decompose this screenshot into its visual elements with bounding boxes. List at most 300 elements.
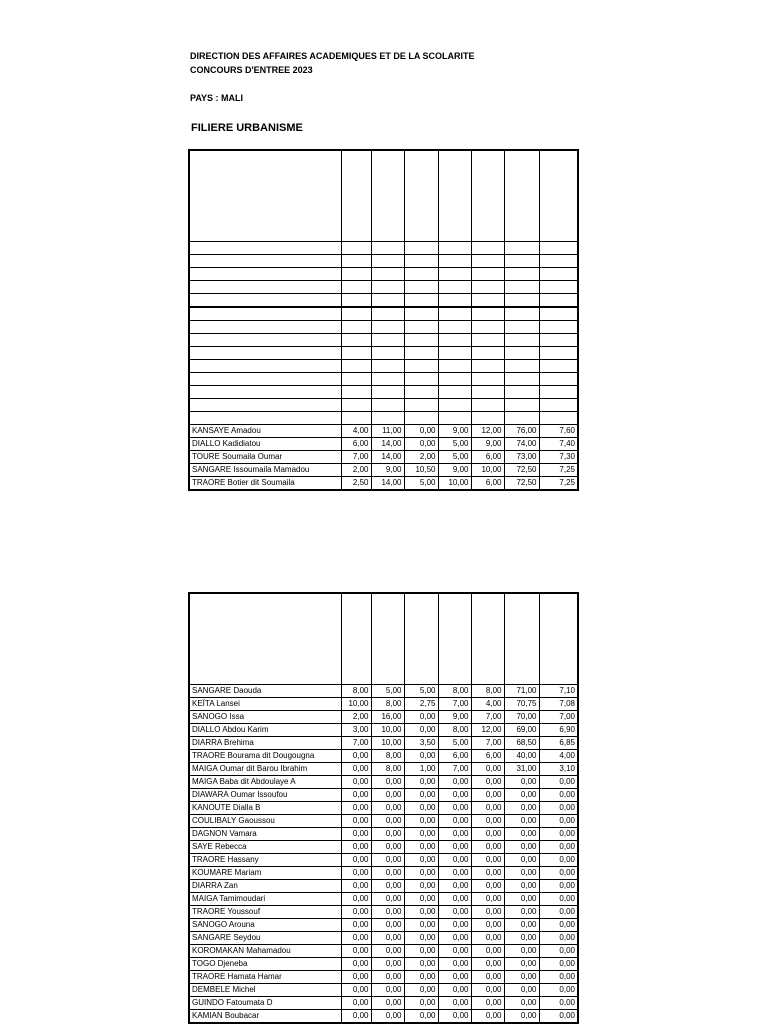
empty-cell (371, 412, 404, 425)
score-cell: 2,00 (341, 464, 371, 477)
score-cell: 0,00 (341, 763, 371, 776)
candidate-name: TRAORE Hassany (189, 854, 341, 867)
score-cell: 0,00 (404, 425, 438, 438)
candidate-name: KOROMAKAN Mahamadou (189, 945, 341, 958)
table-row (189, 776, 578, 789)
empty-cell (504, 307, 539, 321)
score-cell: 0,00 (371, 841, 404, 854)
candidate-name: SANGARE Seydou (189, 932, 341, 945)
score-cell: 8,00 (471, 685, 504, 698)
empty-cell (371, 593, 404, 685)
empty-cell (371, 150, 404, 242)
score-cell: 0,00 (438, 906, 471, 919)
empty-cell (404, 281, 438, 294)
empty-cell (504, 360, 539, 373)
empty-cell (438, 268, 471, 281)
score-cell: 8,00 (341, 685, 371, 698)
empty-cell (438, 334, 471, 347)
results-table-1 (188, 149, 579, 491)
empty-cell (539, 386, 578, 399)
empty-cell (504, 373, 539, 386)
empty-cell (539, 373, 578, 386)
score-cell: 76,00 (504, 425, 539, 438)
score-cell: 7,08 (539, 698, 578, 711)
score-cell: 0,00 (471, 867, 504, 880)
exam-title: CONCOURS D'ENTREE 2023 (190, 65, 313, 75)
score-cell: 0,00 (404, 802, 438, 815)
score-cell: 0,00 (471, 945, 504, 958)
score-cell: 0,00 (404, 776, 438, 789)
score-cell: 0,00 (404, 854, 438, 867)
score-cell: 0,00 (404, 1010, 438, 1024)
score-cell: 1,00 (404, 763, 438, 776)
empty-cell (504, 334, 539, 347)
candidate-name: DEMBELE Michel (189, 984, 341, 997)
empty-row (189, 242, 578, 255)
score-cell: 9,00 (438, 711, 471, 724)
empty-cell (539, 242, 578, 255)
score-cell: 3,50 (404, 737, 438, 750)
empty-cell (189, 255, 341, 268)
table-row (189, 984, 578, 997)
score-cell: 0,00 (539, 919, 578, 932)
table-row (189, 919, 578, 932)
score-cell: 0,00 (404, 919, 438, 932)
score-cell: 0,00 (438, 893, 471, 906)
score-cell: 0,00 (341, 932, 371, 945)
score-cell: 5,00 (438, 451, 471, 464)
score-cell: 0,00 (371, 867, 404, 880)
table-row (189, 438, 578, 451)
score-cell: 0,00 (504, 984, 539, 997)
score-cell: 0,00 (504, 997, 539, 1010)
score-cell: 0,00 (371, 893, 404, 906)
score-cell: 3,00 (341, 724, 371, 737)
table-row (189, 425, 578, 438)
score-cell: 0,00 (539, 945, 578, 958)
score-cell: 0,00 (371, 789, 404, 802)
score-cell: 0,00 (539, 932, 578, 945)
empty-cell (189, 360, 341, 373)
score-cell: 0,00 (404, 997, 438, 1010)
table-row (189, 906, 578, 919)
score-cell: 0,00 (471, 893, 504, 906)
score-cell: 7,25 (539, 464, 578, 477)
score-cell: 11,00 (371, 425, 404, 438)
score-cell: 0,00 (371, 815, 404, 828)
empty-cell (189, 386, 341, 399)
score-cell: 0,00 (539, 893, 578, 906)
candidate-name: SANOGO Arouna (189, 919, 341, 932)
score-cell: 0,00 (539, 841, 578, 854)
score-cell: 0,00 (539, 971, 578, 984)
score-cell: 7,00 (438, 698, 471, 711)
candidate-name: KANOUTE Dialla B (189, 802, 341, 815)
empty-cell (504, 255, 539, 268)
table-row (189, 750, 578, 763)
score-cell: 0,00 (341, 854, 371, 867)
score-cell: 0,00 (471, 1010, 504, 1024)
score-cell: 5,00 (404, 477, 438, 491)
candidate-name: DIARRA Brehima (189, 737, 341, 750)
score-cell: 10,00 (341, 698, 371, 711)
score-cell: 0,00 (341, 880, 371, 893)
table-row (189, 854, 578, 867)
empty-cell (504, 294, 539, 308)
score-cell: 0,00 (539, 828, 578, 841)
score-cell: 0,00 (371, 919, 404, 932)
score-cell: 2,00 (341, 711, 371, 724)
score-cell: 8,00 (438, 724, 471, 737)
empty-cell (189, 334, 341, 347)
empty-cell (504, 347, 539, 360)
table-row (189, 685, 578, 698)
score-cell: 10,50 (404, 464, 438, 477)
empty-cell (438, 593, 471, 685)
table-row (189, 451, 578, 464)
empty-cell (341, 321, 371, 334)
score-cell: 0,00 (371, 945, 404, 958)
score-cell: 10,00 (471, 464, 504, 477)
score-cell: 0,00 (341, 828, 371, 841)
score-cell: 0,00 (539, 802, 578, 815)
score-cell: 0,00 (371, 997, 404, 1010)
score-cell: 12,00 (471, 425, 504, 438)
score-cell: 7,00 (471, 711, 504, 724)
score-cell: 0,00 (404, 932, 438, 945)
empty-cell (371, 360, 404, 373)
empty-cell (438, 399, 471, 412)
empty-cell (471, 242, 504, 255)
score-cell: 0,00 (504, 880, 539, 893)
empty-cell (438, 150, 471, 242)
empty-cell (189, 242, 341, 255)
score-cell: 8,00 (438, 685, 471, 698)
candidate-name: TRAORE Hamata Hamar (189, 971, 341, 984)
score-cell: 0,00 (371, 880, 404, 893)
score-cell: 0,00 (341, 984, 371, 997)
empty-row (189, 373, 578, 386)
table-row (189, 698, 578, 711)
score-cell: 7,60 (539, 425, 578, 438)
empty-cell (539, 399, 578, 412)
score-cell: 0,00 (341, 776, 371, 789)
empty-cell (341, 334, 371, 347)
empty-row (189, 294, 578, 308)
candidate-name: DIALLO Abdou Karim (189, 724, 341, 737)
score-cell: 0,00 (404, 984, 438, 997)
empty-cell (471, 399, 504, 412)
candidate-name: KANSAYE Amadou (189, 425, 341, 438)
score-cell: 7,00 (341, 737, 371, 750)
empty-cell (539, 412, 578, 425)
table-row (189, 802, 578, 815)
empty-cell (189, 321, 341, 334)
empty-cell (539, 268, 578, 281)
score-cell: 0,00 (404, 815, 438, 828)
candidate-name: TRAORE Bourama dit Dougougna (189, 750, 341, 763)
table-row (189, 711, 578, 724)
empty-cell (404, 242, 438, 255)
empty-cell (371, 373, 404, 386)
empty-row (189, 281, 578, 294)
score-cell: 0,00 (471, 906, 504, 919)
candidate-name: KAMIAN Boubacar (189, 1010, 341, 1024)
score-cell: 0,00 (341, 802, 371, 815)
score-cell: 12,00 (471, 724, 504, 737)
empty-cell (539, 294, 578, 308)
empty-cell (371, 268, 404, 281)
empty-cell (341, 294, 371, 308)
score-cell: 0,00 (471, 776, 504, 789)
score-cell: 10,00 (371, 737, 404, 750)
score-cell: 0,00 (504, 854, 539, 867)
score-cell: 0,00 (404, 893, 438, 906)
score-cell: 0,00 (471, 763, 504, 776)
score-cell: 0,00 (404, 841, 438, 854)
empty-cell (471, 255, 504, 268)
empty-row (189, 321, 578, 334)
table-row (189, 841, 578, 854)
score-cell: 4,00 (471, 698, 504, 711)
empty-cell (189, 294, 341, 308)
score-cell: 74,00 (504, 438, 539, 451)
empty-cell (404, 386, 438, 399)
score-cell: 0,00 (438, 932, 471, 945)
empty-cell (341, 307, 371, 321)
empty-row (189, 334, 578, 347)
empty-cell (504, 399, 539, 412)
candidate-name: GUINDO Fatoumata D (189, 997, 341, 1010)
candidate-name: SAYE Rebecca (189, 841, 341, 854)
score-cell: 0,00 (504, 867, 539, 880)
score-cell: 14,00 (371, 451, 404, 464)
empty-cell (539, 334, 578, 347)
score-cell: 9,00 (438, 425, 471, 438)
empty-cell (438, 281, 471, 294)
score-cell: 0,00 (471, 984, 504, 997)
score-cell: 4,00 (341, 425, 371, 438)
score-cell: 0,00 (404, 724, 438, 737)
score-cell: 0,00 (341, 815, 371, 828)
score-cell: 0,00 (539, 776, 578, 789)
score-cell: 6,00 (471, 477, 504, 491)
score-cell: 0,00 (539, 854, 578, 867)
score-cell: 0,00 (438, 802, 471, 815)
score-cell: 0,00 (539, 984, 578, 997)
empty-cell (539, 255, 578, 268)
empty-cell (371, 242, 404, 255)
score-cell: 6,90 (539, 724, 578, 737)
score-cell: 7,00 (341, 451, 371, 464)
empty-cell (471, 307, 504, 321)
score-cell: 6,85 (539, 737, 578, 750)
empty-cell (539, 593, 578, 685)
score-cell: 73,00 (504, 451, 539, 464)
empty-cell (404, 255, 438, 268)
score-cell: 0,00 (539, 880, 578, 893)
empty-cell (341, 150, 371, 242)
score-cell: 0,00 (438, 1010, 471, 1024)
score-cell: 71,00 (504, 685, 539, 698)
score-cell: 0,00 (404, 971, 438, 984)
score-cell: 0,00 (341, 893, 371, 906)
empty-cell (404, 399, 438, 412)
score-cell: 0,00 (371, 828, 404, 841)
empty-cell (371, 334, 404, 347)
table-row (189, 971, 578, 984)
score-cell: 68,50 (504, 737, 539, 750)
empty-cell (189, 373, 341, 386)
empty-cell (471, 386, 504, 399)
score-cell: 0,00 (471, 971, 504, 984)
empty-cell (341, 347, 371, 360)
header-row (189, 593, 578, 685)
empty-cell (504, 593, 539, 685)
empty-cell (341, 281, 371, 294)
score-cell: 40,00 (504, 750, 539, 763)
table-row (189, 958, 578, 971)
score-cell: 0,00 (539, 997, 578, 1010)
score-cell: 0,00 (471, 802, 504, 815)
score-cell: 70,75 (504, 698, 539, 711)
institution-title: DIRECTION DES AFFAIRES ACADEMIQUES ET DE LA SCOLARITE (190, 51, 475, 61)
table-row (189, 880, 578, 893)
score-cell: 0,00 (404, 438, 438, 451)
empty-cell (438, 373, 471, 386)
score-cell: 0,00 (471, 919, 504, 932)
candidate-name: TOGO Djeneba (189, 958, 341, 971)
score-cell: 0,00 (404, 880, 438, 893)
candidate-name: DIALLO Kadidiatou (189, 438, 341, 451)
candidate-name: TRAORE Botier dit Soumaila (189, 477, 341, 491)
score-cell: 0,00 (471, 789, 504, 802)
empty-cell (438, 347, 471, 360)
table-row (189, 815, 578, 828)
candidate-name: COULIBALY Gaoussou (189, 815, 341, 828)
empty-cell (371, 294, 404, 308)
score-cell: 0,00 (341, 919, 371, 932)
candidate-name: KEÏTA Lansei (189, 698, 341, 711)
score-cell: 7,25 (539, 477, 578, 491)
country-label: PAYS : MALI (190, 93, 244, 103)
empty-row (189, 360, 578, 373)
empty-cell (471, 593, 504, 685)
score-cell: 14,00 (371, 477, 404, 491)
table-row (189, 932, 578, 945)
score-cell: 69,00 (504, 724, 539, 737)
score-cell: 6,00 (471, 451, 504, 464)
score-cell: 72,50 (504, 464, 539, 477)
score-cell: 8,00 (371, 750, 404, 763)
score-cell: 10,00 (438, 477, 471, 491)
empty-cell (371, 307, 404, 321)
score-cell: 0,00 (504, 776, 539, 789)
empty-cell (438, 386, 471, 399)
empty-row (189, 307, 578, 321)
score-cell: 2,50 (341, 477, 371, 491)
empty-cell (404, 334, 438, 347)
score-cell: 0,00 (404, 711, 438, 724)
empty-cell (504, 281, 539, 294)
score-cell: 6,00 (438, 750, 471, 763)
score-cell: 7,00 (471, 737, 504, 750)
score-cell: 0,00 (504, 815, 539, 828)
score-cell: 2,75 (404, 698, 438, 711)
candidate-name: DIAWARA Oumar Issoufou (189, 789, 341, 802)
score-cell: 9,00 (438, 464, 471, 477)
candidate-name: SANGARE Issoumaila Mamadou (189, 464, 341, 477)
score-cell: 70,00 (504, 711, 539, 724)
score-cell: 0,00 (438, 984, 471, 997)
empty-cell (371, 399, 404, 412)
section-title: FILIERE URBANISME (191, 122, 303, 134)
empty-cell (438, 255, 471, 268)
score-cell: 0,00 (504, 971, 539, 984)
score-cell: 0,00 (341, 1010, 371, 1024)
empty-cell (371, 321, 404, 334)
score-cell: 0,00 (341, 841, 371, 854)
candidate-name: KOUMARE Mariam (189, 867, 341, 880)
candidate-name: DAGNON Vamara (189, 828, 341, 841)
empty-cell (504, 386, 539, 399)
empty-cell (371, 281, 404, 294)
table-row (189, 867, 578, 880)
empty-cell (341, 360, 371, 373)
score-cell: 7,30 (539, 451, 578, 464)
score-cell: 31,00 (504, 763, 539, 776)
empty-cell (504, 150, 539, 242)
score-cell: 5,00 (371, 685, 404, 698)
empty-cell (504, 321, 539, 334)
empty-cell (404, 412, 438, 425)
empty-cell (471, 412, 504, 425)
score-cell: 0,00 (438, 958, 471, 971)
table-row (189, 763, 578, 776)
score-cell: 0,00 (539, 867, 578, 880)
empty-row (189, 412, 578, 425)
empty-cell (471, 373, 504, 386)
score-cell: 0,00 (471, 854, 504, 867)
score-cell: 0,00 (438, 828, 471, 841)
score-cell: 0,00 (438, 789, 471, 802)
score-cell: 0,00 (471, 880, 504, 893)
score-cell: 0,00 (341, 997, 371, 1010)
empty-cell (341, 268, 371, 281)
score-cell: 0,00 (504, 958, 539, 971)
empty-cell (404, 321, 438, 334)
score-cell: 0,00 (341, 789, 371, 802)
score-cell: 6,00 (341, 438, 371, 451)
candidate-name: SANOGO Issa (189, 711, 341, 724)
empty-cell (189, 399, 341, 412)
empty-cell (438, 412, 471, 425)
score-cell: 0,00 (438, 945, 471, 958)
score-cell: 0,00 (539, 815, 578, 828)
empty-cell (404, 360, 438, 373)
score-cell: 0,00 (438, 854, 471, 867)
table-row (189, 737, 578, 750)
candidate-name: TOURE Soumaila Oumar (189, 451, 341, 464)
header-row (189, 150, 578, 242)
empty-cell (341, 399, 371, 412)
score-cell: 0,00 (438, 867, 471, 880)
table-row (189, 477, 578, 491)
score-cell: 0,00 (404, 750, 438, 763)
score-cell: 0,00 (471, 958, 504, 971)
score-cell: 0,00 (404, 828, 438, 841)
score-cell: 0,00 (404, 945, 438, 958)
